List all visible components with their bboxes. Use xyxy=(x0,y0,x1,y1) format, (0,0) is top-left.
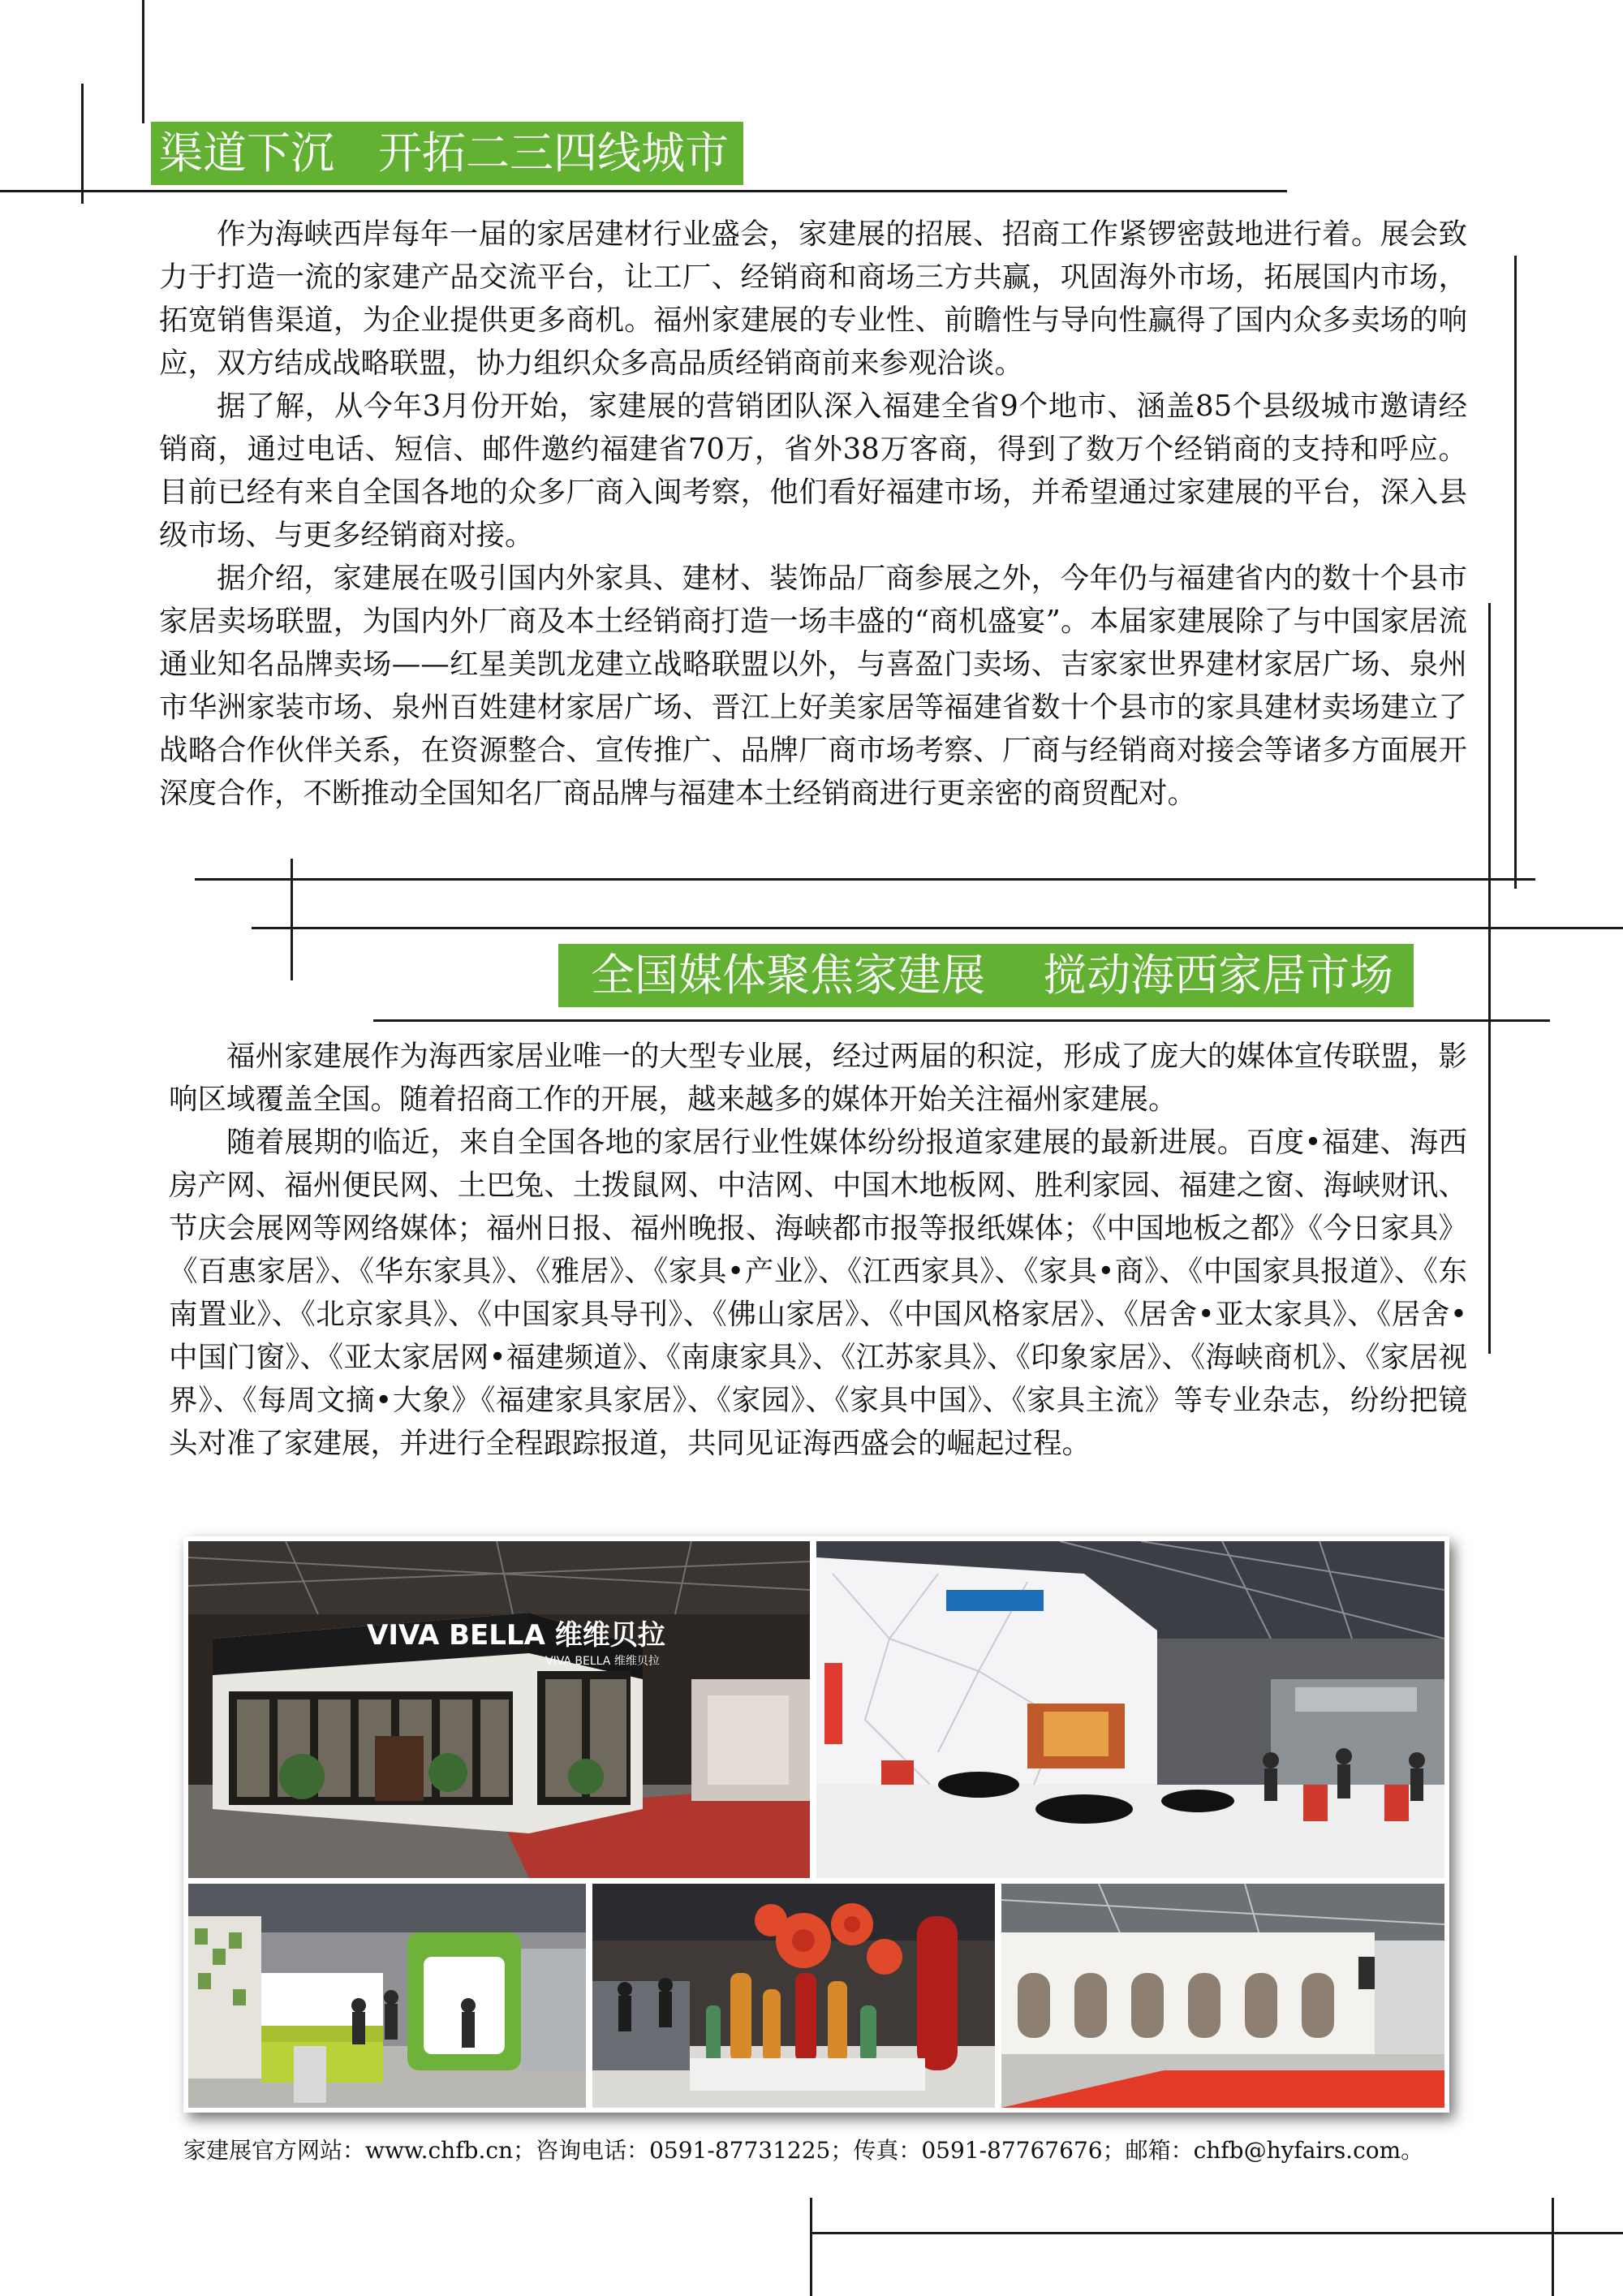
paragraph: 作为海峡西岸每年一届的家居建材行业盛会，家建展的招展、招商工作紧锣密鼓地进行着。展会致力于打造一流的家建产品交流平台，让工厂、经销商和商场三方共赢，巩固海外市场，拓展国内市场，拓宽销售渠道，为企业提供更多商机。福州家建展的专业性、前瞻性与导向性赢得了国内众多卖场的响应，双方结成战略联盟，协力组织众多高品质经销商前来参观洽谈。 xyxy=(159,218,1467,380)
section-2-body xyxy=(169,1035,1467,1465)
frame-line xyxy=(1488,603,1491,1354)
frame-line xyxy=(252,927,1623,929)
frame-line xyxy=(142,0,144,123)
section-1-body xyxy=(159,213,1467,815)
frame-line xyxy=(1514,256,1517,889)
paragraph: 随着展期的临近，来自全国各地的家居行业性媒体纷纷报道家建展的最新进展。百度•福建、海西房产网、福州便民网、土巴兔、土拨鼠网、中洁网、中国木地板网、胜利家园、福建之窗、海峡财讯、节庆会展网等网络媒体；福州日报、福州晚报、海峡都市报等报纸媒体；《中国地板之都》《今日家具》《百惠家居》、《华东家具》、《雅居》、《家具•产业》、《江西家具》、《家具•商》、《中国家具报道》、《东南置业》、《北京家具》、《中国家具导刊》、《佛山家居》、《中国风格家居》、《居舍•亚太家具》、《居舍•中国门窗》、《亚太家居网•福建频道》、《南康家具》、《江苏家具》、《印象家居》、《海峡商机》、《家居视界》、《每周文摘•大象》《福建家具家居》、《家园》、《家具中国》、《家具主流》等专业杂志，纷纷把镜头对准了家建展，并进行全程跟踪报道，共同见证海西盛会的崛起过程。 xyxy=(169,1126,1467,1460)
photo-white-booth xyxy=(816,1541,1444,1878)
photo-white-arches-booth xyxy=(1001,1884,1444,2108)
frame-line xyxy=(291,859,293,980)
section-2-heading: 全国媒体聚焦家建展 搅动海西家居市场 xyxy=(558,944,1414,1007)
frame-line xyxy=(1552,2198,1554,2296)
section-1-heading: 渠道下沉 开拓二三四线城市 xyxy=(151,122,743,185)
booth-sign-text: VIVA BELLA 维维贝拉 xyxy=(367,1619,665,1652)
photo-green-sofa-booth xyxy=(188,1884,586,2108)
frame-line xyxy=(81,84,84,204)
paragraph: 据介绍，家建展在吸引国内外家具、建材、装饰品厂商参展之外，今年仍与福建省内的数十个县市家居卖场联盟，为国内外厂商及本土经销商打造一场丰盛的“商机盛宴”。本届家建展除了与中国家居流通业知名品牌卖场——红星美凯龙建立战略联盟以外，与喜盈门卖场、吉家家世界建材家居广场、泉州市华洲家装市场、泉州百姓建材家居广场、晋江上好美家居等福建省数十个县市的家具建材卖场建立了战略合作伙伴关系，在资源整合、宣传推广、品牌厂商市场考察、厂商与经销商对接会等诸多方面展开深度合作，不断推动全国知名厂商品牌与福建本土经销商进行更亲密的商贸配对。 xyxy=(159,562,1467,810)
footer-contact-info: 家建展官方网站：www.chfb.cn；咨询电话：0591-87731225；传真：0591-87767676；邮箱：chfb@hyfairs.com。 xyxy=(183,2137,1424,2164)
paragraph: 福州家建展作为海西家居业唯一的大型专业展，经过两届的积淀，形成了庞大的媒体宣传联盟，影响区域覆盖全国。随着招商工作的开展，越来越多的媒体开始关注福州家建展。 xyxy=(169,1040,1467,1116)
frame-line xyxy=(810,2232,1623,2234)
frame-line xyxy=(195,878,1535,881)
photo-glass-art-booth xyxy=(592,1884,995,2108)
frame-line xyxy=(0,190,1287,192)
booth-sign-small-text: VIVA BELLA 维维贝拉 xyxy=(545,1655,660,1668)
photo-collage xyxy=(183,1536,1449,2113)
frame-line xyxy=(373,1019,1550,1022)
photo-viva-bella-booth xyxy=(188,1541,810,1878)
frame-line xyxy=(810,2198,812,2296)
paragraph: 据了解，从今年3月份开始，家建展的营销团队深入福建全省9个地市、涵盖85个县级城市邀请经销商，通过电话、短信、邮件邀约福建省70万，省外38万客商，得到了数万个经销商的支持和呼应。目前已经有来自全国各地的众多厂商入闽考察，他们看好福建市场，并希望通过家建展的平台，深入县级市场、与更多经销商对接。 xyxy=(159,390,1467,552)
